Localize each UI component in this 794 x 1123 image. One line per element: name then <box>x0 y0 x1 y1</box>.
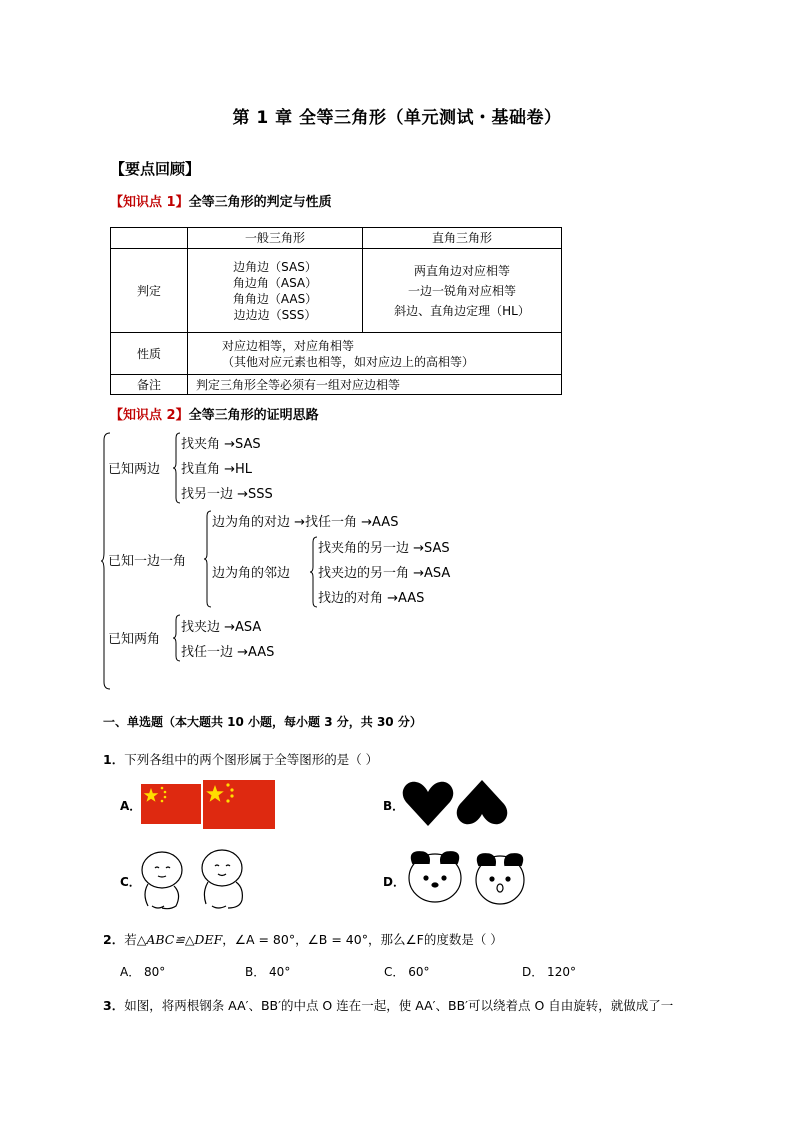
two-angles-item-1: 找夹边 →ASA <box>181 620 262 635</box>
adjacent-item-1: 找夹角的另一边 →SAS <box>318 541 450 556</box>
table-cell-right-criteria <box>363 249 562 333</box>
criterion-two-legs: 两直角边对应相等 <box>413 263 510 278</box>
question-2-congruence: △ABC≌△DEF <box>136 932 223 947</box>
q2-choice-c[interactable]: C． 60° <box>384 965 430 979</box>
section-single-choice: 一、单选题（本大题共 10 小题，每小题 3 分，共 30 分） <box>103 715 422 729</box>
two-sides-item-1: 找夹角 →SAS <box>181 437 261 452</box>
question-2-number: 2． <box>103 932 125 947</box>
criterion-sas: 边角边（SAS） <box>233 259 317 274</box>
kp2-text: 全等三角形的证明思路 <box>188 408 319 423</box>
q1-option-a-label[interactable]: A． <box>120 799 142 813</box>
question-3 <box>103 996 673 1014</box>
kp2-tag: 【知识点 2】 <box>110 408 189 423</box>
question-1-number: 1． <box>103 752 125 767</box>
review-heading: 【要点回顾】 <box>110 160 201 178</box>
two-sides-item-2: 找直角 →HL <box>181 462 253 477</box>
criterion-asa: 角边角（ASA） <box>232 275 318 290</box>
q2-choice-a[interactable]: A． 80° <box>120 965 166 979</box>
two-angles-item-2: 找任一边 →AAS <box>181 645 275 660</box>
question-3-number: 3． <box>103 998 125 1013</box>
criterion-hl: 斜边、直角边定理（HL） <box>394 303 530 318</box>
opposite-side-path: 边为角的对边 →找任一角 →AAS <box>212 515 399 530</box>
cartoon-pair-d-image <box>403 848 533 916</box>
two-sides-label: 已知两边 <box>108 462 161 477</box>
knowledge-table <box>110 227 562 395</box>
page-title: 第 1 章 全等三角形（单元测试・基础卷） <box>232 108 562 128</box>
flag-large-image <box>203 780 275 833</box>
one-side-angle-label: 已知一边一角 <box>108 554 187 569</box>
q1-option-c-label[interactable]: C． <box>120 875 141 889</box>
two-sides-item-3: 找另一边 →SSS <box>181 487 273 502</box>
table-cell-general-criteria <box>188 249 363 333</box>
kp1-tag: 【知识点 1】 <box>110 195 189 210</box>
adjacent-side-label: 边为角的邻边 <box>212 566 291 581</box>
q2-choice-d[interactable]: D． 120° <box>522 965 576 979</box>
kp1-text: 全等三角形的判定与性质 <box>188 195 332 210</box>
table-header-empty <box>111 228 188 249</box>
question-2-condition: ，∠A = 80°，∠B = 40°，那么∠F的度数是（ ） <box>222 932 503 947</box>
knowledge-point-2-heading <box>110 404 319 423</box>
cartoon-pair-c-image <box>138 848 258 916</box>
two-angles-brace <box>173 614 181 662</box>
table-cell-note: 判定三角形全等必须有一组对应边相等 <box>188 375 562 395</box>
adjacent-item-2: 找夹边的另一角 →ASA <box>318 566 451 581</box>
property-line-1: 对应边相等，对应角相等 <box>222 338 355 353</box>
table-cell-property <box>188 333 562 375</box>
one-side-angle-brace <box>204 510 212 608</box>
table-header-general: 一般三角形 <box>188 228 363 249</box>
q1-option-b-label[interactable]: B． <box>383 799 405 813</box>
question-1 <box>103 750 378 768</box>
flag-small-image <box>141 784 201 828</box>
two-sides-brace <box>173 432 181 504</box>
question-2 <box>103 930 503 948</box>
spade-shape-image <box>456 778 508 834</box>
criterion-aas: 角角边（AAS） <box>232 291 318 306</box>
question-1-text: 下列各组中的两个图形属于全等图形的是（ ） <box>124 752 379 767</box>
table-row-label-property: 性质 <box>111 333 188 375</box>
heart-shape-image <box>402 780 454 832</box>
table-row-label-note: 备注 <box>111 375 188 395</box>
question-3-text: 如图，将两根钢条 AA′、BB′的中点 O 连在一起，使 AA′、BB′可以绕着点 O 自由旋转，就做成了一 <box>124 998 674 1013</box>
table-row-label-judge: 判定 <box>111 249 188 333</box>
criterion-sss: 边边边（SSS） <box>233 307 317 322</box>
question-2-pre: 若 <box>124 932 137 947</box>
two-angles-label: 已知两角 <box>108 632 161 647</box>
q2-choice-b[interactable]: B． 40° <box>245 965 291 979</box>
adjacent-side-brace <box>310 536 318 608</box>
q1-option-d-label[interactable]: D． <box>383 875 405 889</box>
adjacent-item-3: 找边的对角 →AAS <box>318 591 425 606</box>
table-header-right: 直角三角形 <box>363 228 562 249</box>
knowledge-point-1-heading <box>110 191 332 210</box>
criterion-leg-acute: 一边一锐角对应相等 <box>407 283 516 298</box>
property-line-2: （其他对应元素也相等，如对应边上的高相等） <box>222 354 475 369</box>
